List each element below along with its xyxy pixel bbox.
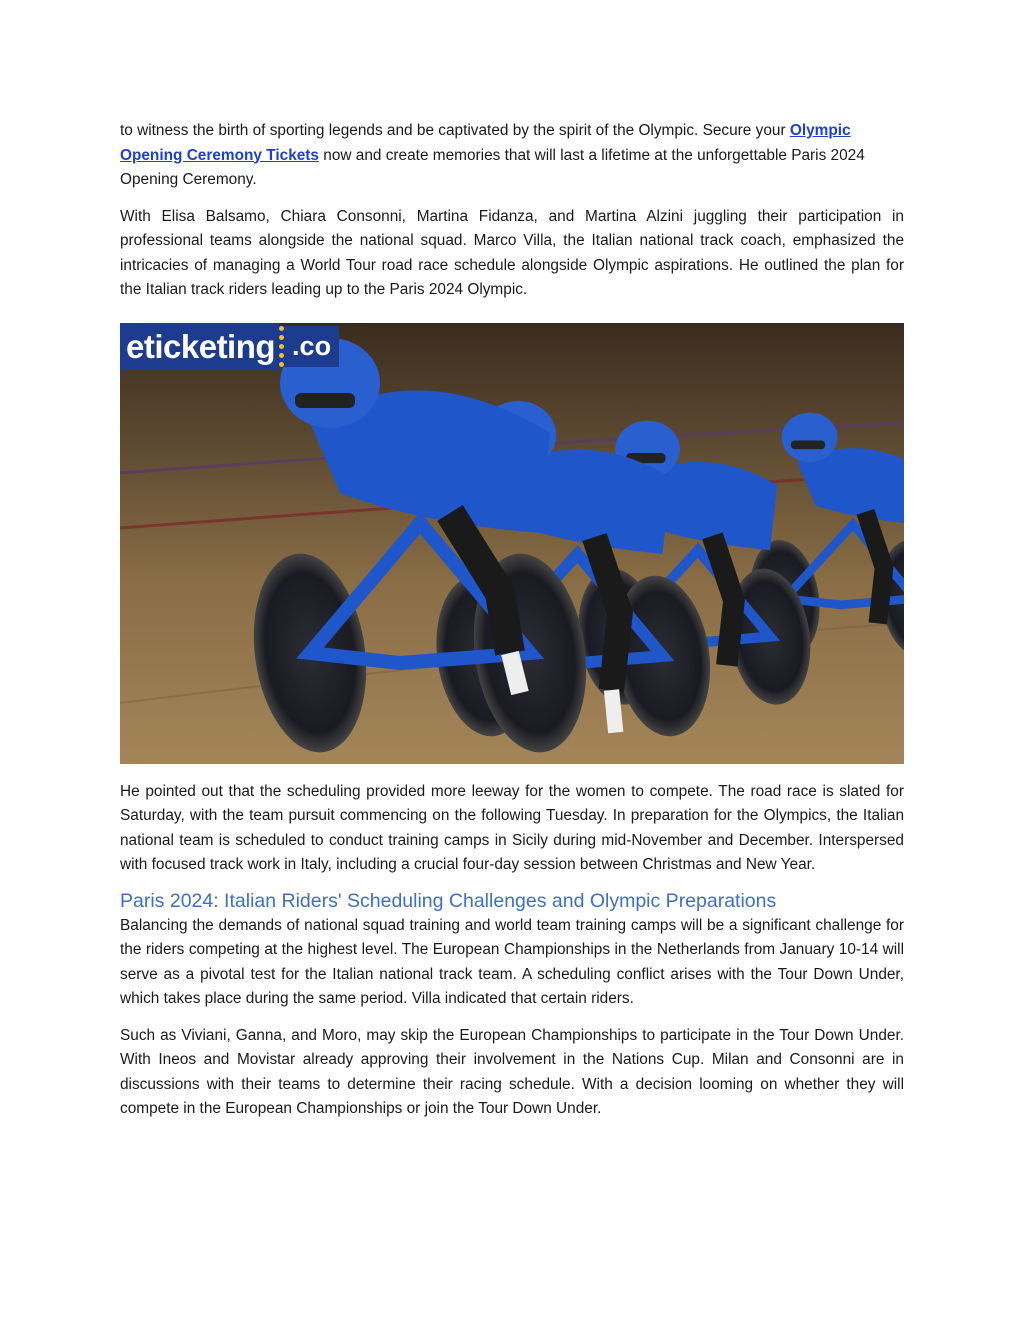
document-page: [120, 119, 904, 1122]
intro-text-before-link: to witness the birth of sporting legends and be captivated by the spirit of the Olympic. Secure your: [120, 122, 790, 139]
olympic-tickets-link[interactable]: Olympic Opening Ceremony Tickets: [120, 122, 851, 164]
paragraph-riders-skip: Such as Viviani, Ganna, and Moro, may skip the European Championships to participate in the Tour Down Under. With Ineos and Movistar already approving their involvement in the Nations Cup. Milan and Consonni are in discussions with their teams to determine their racing schedule. With a decision looming on whether they will compete in the European Championships or join the Tour Down Under.: [120, 1026, 904, 1117]
section-heading: Paris 2024: Italian Riders' Scheduling Challenges and Olympic Preparations: [120, 889, 777, 912]
track-cycling-illustration: [120, 323, 904, 764]
paragraph-scheduling: He pointed out that the scheduling provided more leeway for the women to compete. The road race is slated for Saturday, with the team pursuit commencing on the following Tuesday. In preparation for the Olympics, the Italian national team is scheduled to conduct training camps in Sicily during mid-November and December. Interspersed with focused track work in Italy, including a crucial four-day session between Christmas and New Year.: [120, 782, 904, 873]
cyclists-photo: [120, 323, 904, 764]
logo-suffix: .co: [279, 326, 339, 367]
intro-paragraph: [120, 119, 904, 193]
intro-text-after-link: now and create memories that will last a lifetime at the unforgettable Paris 2024 Opening Ceremony.: [120, 146, 865, 188]
logo-text: eticketing: [120, 323, 279, 370]
paragraph-riders: With Elisa Balsamo, Chiara Consonni, Martina Fidanza, and Martina Alzini juggling their participation in professional teams alongside the national squad. Marco Villa, the Italian national track coach, emphasized the intricacies of managing a World Tour road race schedule alongside Olympic aspirations. He outlined the plan for the Italian track riders leading up to the Paris 2024 Olympic.: [120, 207, 904, 298]
eticketing-logo: [120, 323, 339, 370]
paragraph-balancing: Balancing the demands of national squad training and world team training camps will be a significant challenge for the riders competing at the highest level. The European Championships in the Netherlands from January 10-14 will serve as a pivotal test for the Italian national track team. A scheduling conflict arises with the Tour Down Under, which takes place during the same period. Villa indicated that certain riders.: [120, 916, 904, 1007]
